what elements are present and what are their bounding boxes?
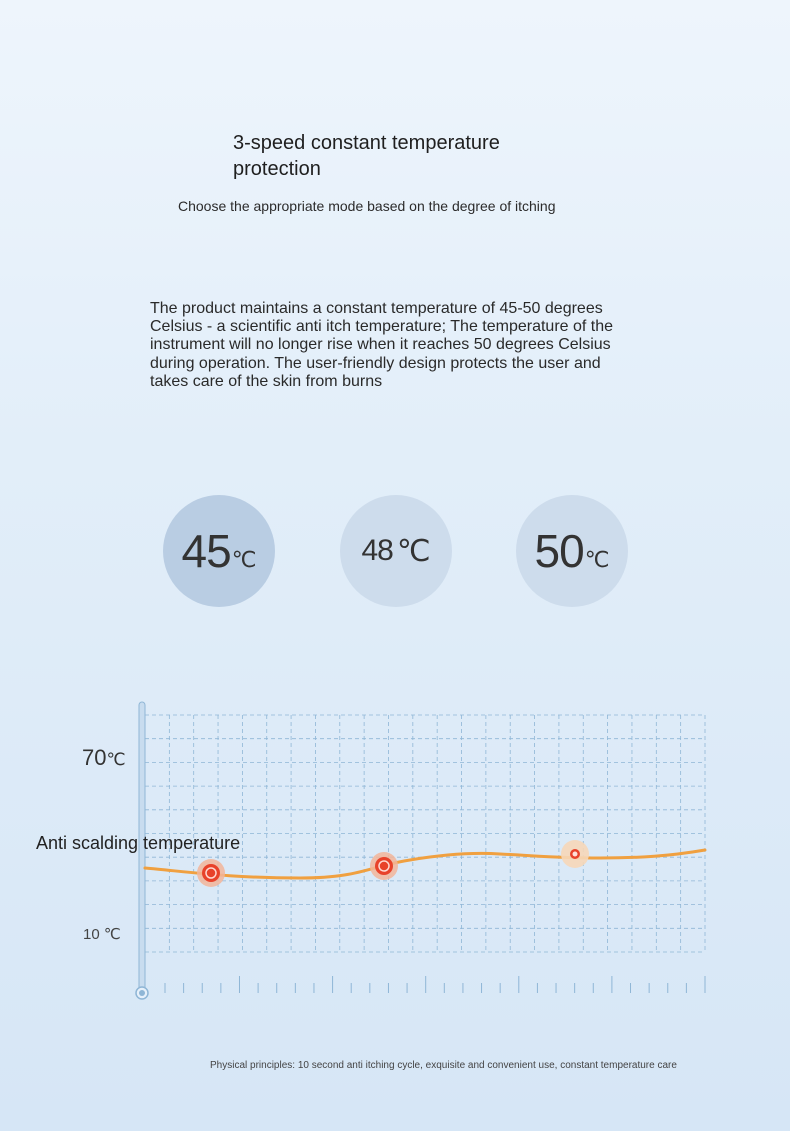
mode-48-button[interactable] [340,495,452,607]
mode-unit: ℃ [231,547,257,572]
marker-1 [197,859,225,887]
marker-2 [370,852,398,880]
high-temp-unit: ℃ [106,750,126,769]
page-title: 3-speed constant temperature protection [233,132,500,180]
mode-value: 45 [181,525,231,577]
mode-50-button[interactable] [516,495,628,607]
thermometer-bulb-inner [139,990,145,996]
page-subtitle: Choose the appropriate mode based on the degree of itching [178,198,556,214]
high-temp-value: 70 [82,745,107,770]
mode-value: 48 [361,534,393,567]
low-temp-label: 10 ℃ [83,926,121,943]
mode-value: 50 [534,525,584,577]
mode-unit: ℃ [584,547,610,572]
temperature-curve [145,850,705,878]
high-temp-label [82,745,126,771]
mode-unit: ℃ [396,534,431,568]
footer-note: Physical principles: 10 second anti itching cycle, exquisite and convenient use, constant temperature care [210,1060,677,1071]
chart-ticks [165,976,705,993]
anti-scalding-label: Anti scalding temperature [36,833,241,853]
mode-45-button[interactable] [163,495,275,607]
description-text: The product maintains a constant temperature of 45-50 degrees Celsius - a scientific anti itch temperature; The temperature of the instrument will no longer rise when it reaches 50 degrees Celsius during operation. The user-friendly design protects the user and takes care of the skin from burns [150,300,614,390]
marker-3 [561,840,589,868]
